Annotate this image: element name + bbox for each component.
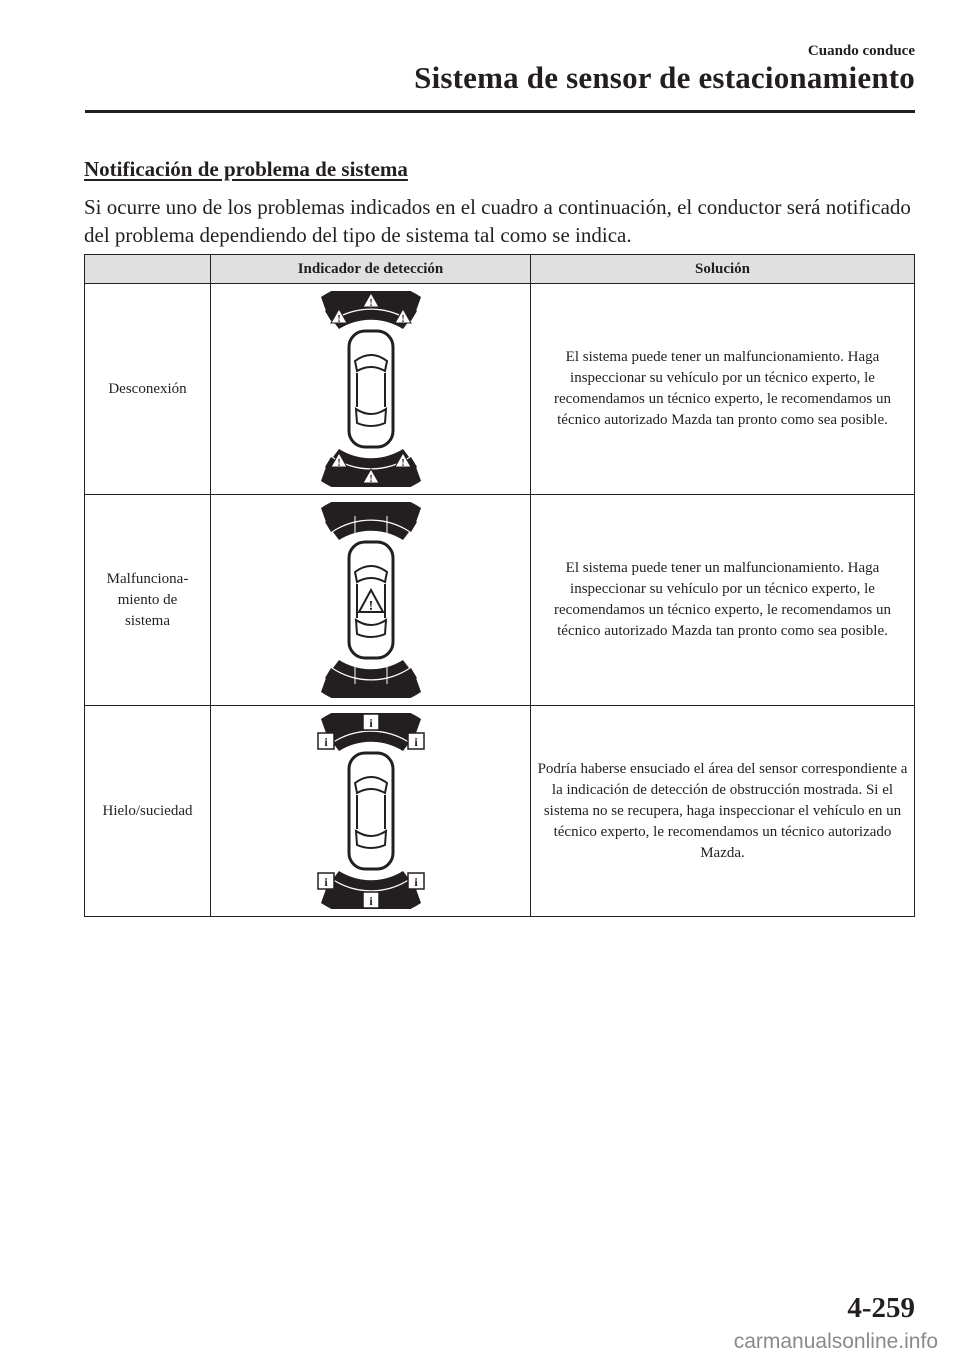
svg-text:i: i [323,735,328,749]
car-sensor-dirt-icon [316,713,426,909]
section-heading: Notificación de problema de sistema [84,157,408,181]
svg-text:!: ! [400,458,405,469]
svg-text:!: ! [368,298,373,309]
table-row [85,284,915,495]
table-header-row [85,255,915,284]
svg-text:i: i [368,716,373,730]
svg-text:!: ! [336,314,341,325]
condition-cell [85,495,211,706]
solution-cell: Podría haberse ensuciado el área del sensor correspondiente a la indicación de detección de obstrucción mostrada. Si el sistema no se recupera, haga inspeccionar el vehículo en un técnico experto, le recomendamos un técnico autorizado Mazda. [531,706,915,917]
solution-cell: El sistema puede tener un malfuncionamiento. Haga inspeccionar su vehículo por un técnico experto, le recomendamos un técnico experto, le recomendamos un técnico autorizado Mazda tan pronto como sea posible. [531,284,915,495]
indicator-cell [211,495,531,706]
intro-paragraph: Si ocurre uno de los problemas indicados en el cuadro a continuación, el conductor será notificado del problema dependiendo del tipo de sistema tal como se indica. [84,195,911,247]
header-indicator: Indicador de detección [211,255,531,284]
car-system-malfunction-icon [319,502,423,698]
condition-text: Malfunciona- miento de sistema [106,570,189,629]
header-solution: Solución [531,255,915,284]
car-warning-disconnect-icon [319,291,423,487]
header-blank [85,255,211,284]
svg-text:!: ! [336,458,341,469]
page-title: Sistema de sensor de estacionamiento [414,60,915,95]
condition-cell: Hielo/suciedad [85,706,211,917]
chapter-label: Cuando conduce [807,43,915,59]
table-row [85,706,915,917]
svg-text:!: ! [368,599,373,614]
notification-table [84,254,915,917]
svg-text:i: i [323,875,328,889]
svg-text:i: i [413,875,418,889]
page-number: 4-259 [847,1292,915,1324]
svg-text:!: ! [400,314,405,325]
solution-cell: El sistema puede tener un malfuncionamiento. Haga inspeccionar su vehículo por un técnico experto, le recomendamos un técnico experto, le recomendamos un técnico autorizado Mazda tan pronto como sea posible. [531,495,915,706]
indicator-cell [211,706,531,917]
svg-text:!: ! [368,474,373,485]
condition-cell: Desconexión [85,284,211,495]
svg-text:i: i [368,894,373,908]
header-rule [85,110,915,113]
table-row [85,495,915,706]
watermark-text: carmanualsonline.info [733,1330,938,1353]
svg-text:i: i [413,735,418,749]
indicator-cell [211,284,531,495]
